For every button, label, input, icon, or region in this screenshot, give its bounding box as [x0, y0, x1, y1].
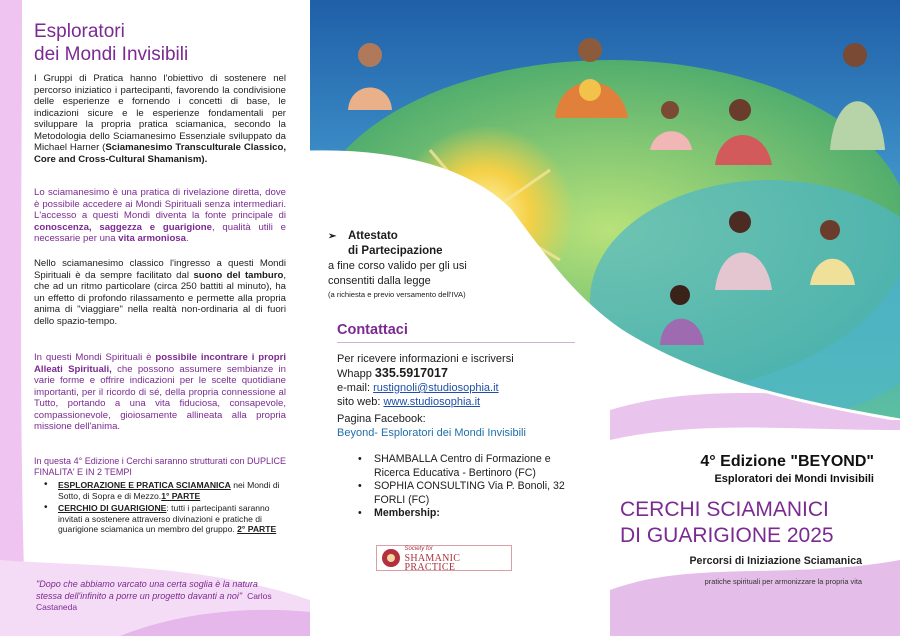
left-title-line2: dei Mondi Invisibili: [34, 44, 189, 65]
drum-b: , che ad un ritmo particolare (circa 250 battiti al minuto), ha un effetto di profondo rilassamento e permette alla propria anima di "viaggiare" nella realtà non-ordinaria al di fuori dello spazio-tempo.: [34, 269, 287, 327]
revelation-paragraph: [34, 187, 286, 245]
phone-number[interactable]: 335.5917017: [374, 366, 448, 380]
bullet-healing-title: CERCHIO DI GUARIGIONE: [58, 503, 167, 513]
shamanic-practice-logo: [376, 545, 512, 571]
website-link[interactable]: www.studiosophia.it: [383, 396, 481, 408]
main-title: [620, 497, 866, 549]
left-title: [34, 20, 188, 66]
membership-label: Membership:: [374, 507, 440, 519]
bullet-dot: •: [358, 480, 362, 492]
venues-list: [358, 453, 578, 521]
facebook-label: Pagina Facebook:: [337, 413, 426, 425]
bullet-healing-tag: 2° PARTE: [237, 524, 277, 534]
revelation-bold2: vita armoniosa: [118, 233, 186, 244]
contact-phone-line: [337, 366, 597, 381]
intro-end: ).: [201, 153, 208, 165]
allies-paragraph: [34, 352, 286, 433]
intro-paragraph: [34, 73, 286, 165]
list-item: [358, 480, 578, 507]
left-title-line1: Esploratori: [34, 21, 125, 42]
bullet-dot: •: [358, 507, 362, 519]
edition-block: [614, 452, 874, 486]
intro-text: I Gruppi di Pratica hanno l'obiettivo di sostenere nel percorso iniziatico i partecipanti, favorendo la condivisione delle esperienze e fornendo i concetti di base, le indicazioni sicure e le esperienze fondamentali per sviluppare la propria pratica sciamanica, secondo la Metodologia dello Sciamanesimo Essenziale sviluppato da Michael Harner (: [34, 73, 286, 153]
left-panel: [0, 0, 310, 636]
seal-icon: [382, 549, 400, 567]
quote-author: Carlos Castaneda: [36, 590, 272, 612]
certificate-subtitle: di Partecipazione: [348, 245, 443, 257]
edition-line1: 4° Edizione "BEYOND": [700, 453, 874, 470]
allies-a: In questi Mondi Spirituali è: [34, 352, 156, 363]
list-item: [358, 507, 578, 521]
certificate-note: (a richiesta e previo versamento dell'IVA): [328, 290, 466, 299]
drum-paragraph: [34, 258, 286, 327]
allies-bold: possibile incontrare i propri Alleati Spirituali,: [34, 352, 287, 375]
web-label: sito web:: [337, 396, 384, 408]
main-title-line1: CERCHI SCIAMANICI: [620, 498, 829, 521]
revelation-a: Lo sciamanesimo è una pratica di rivelazione diretta, dove è possibile accedere ai Mondi Spirituali senza intermediari. L'accesso a questi Mondi diventa la fonte principale di: [34, 187, 286, 221]
edition-line2: Esploratori dei Mondi Invisibili: [714, 473, 874, 485]
contact-title: Contattaci: [337, 322, 408, 338]
castaneda-quote: [36, 579, 286, 614]
bullet-exploration: [44, 479, 290, 501]
bullet-exploration-tag: 1° PARTE: [161, 490, 201, 501]
bullet-dot: •: [44, 502, 48, 513]
contact-intro: Per ricevere informazioni e iscriversi: [337, 353, 514, 365]
bullet-healing: [44, 502, 290, 535]
contact-web-line: [337, 395, 597, 409]
contact-block: [337, 352, 597, 440]
subtitle-percorsi: Percorsi di Iniziazione Sciamanica: [689, 555, 862, 567]
allies-b: che possono assumere sembianze in varie forme e offrire indicazioni per le scelte quotidiane importanti, per il ricordo di sé, della propria connessione al Tutto, portando a una vita fiduciosa, consapevole, compassionevole, gioiosamente allineata alla propria missione dell'anima.: [34, 363, 286, 432]
edition-structure-paragraph: In questa 4° Edizione i Cerchi saranno strutturati con DUPLICE FINALITA' E IN 2 TEMPI: [34, 456, 286, 477]
certificate-line1: a fine corso valido per gli usi: [328, 260, 467, 272]
venue-sophia: SOPHIA CONSULTING Via P. Bonoli, 32 FORLI (FC): [374, 480, 565, 506]
drum-a: Nello sciamanesimo classico l'ingresso a questi Mondi Spirituali è da sempre facilitato dal: [34, 258, 286, 281]
tagline-pratiche: pratiche spirituali per armonizzare la propria vita: [704, 577, 862, 586]
email-link[interactable]: rustignoli@studiosophia.it: [373, 382, 499, 394]
revelation-bold1: conoscenza, saggezza e guarigione: [34, 221, 212, 233]
drum-bold: suono del tamburo: [193, 269, 284, 281]
list-item: [358, 453, 578, 480]
main-title-line2: DI GUARIGIONE 2025: [620, 524, 834, 547]
certificate-line2: consentiti dalla legge: [328, 275, 431, 287]
contact-divider: [337, 342, 575, 343]
revelation-b: , qualità utili e necessarie per una: [34, 221, 286, 244]
bullet-healing-text: : tutti i partecipanti saranno invitati a sostenere attraverso divinazioni e pratiche di guarigione sciamanica un membro del gruppo.: [58, 503, 270, 534]
bullet-dot: •: [358, 453, 362, 465]
whapp-label: Whapp: [337, 368, 375, 380]
certificate-title: Attestato: [348, 230, 398, 242]
logo-line2: SHAMANIC PRACTICE: [404, 552, 461, 573]
contact-email-line: [337, 381, 597, 395]
revelation-c: .: [185, 233, 189, 244]
venue-shamballa: SHAMBALLA Centro di Formazione e Ricerca Educativa - Bertinoro (FC): [374, 453, 551, 479]
facebook-page-link[interactable]: Beyond- Esploratori dei Mondi Invisibili: [337, 427, 526, 439]
quote-text: "Dopo che abbiamo varcato una certa soglia è la natura stessa dell'infinito a porre un progetto davanti a noi": [36, 579, 258, 601]
certificate-block: [328, 229, 598, 300]
bullet-exploration-title: ESPLORAZIONE E PRATICA SCIAMANICA: [58, 480, 231, 490]
intro-bold: Sciamanesimo Transculturale Classico, Core and Cross-Cultural Shamanism: [34, 142, 286, 165]
arrow-bullet-icon: ➢: [328, 231, 337, 242]
bullet-dot: •: [44, 479, 48, 490]
bullet-exploration-text: nei Mondi di Sotto, di Sopra e di Mezzo.: [58, 480, 280, 501]
logo-text: [405, 545, 511, 572]
email-label: e-mail:: [337, 382, 374, 394]
logo-line1: Society for: [404, 545, 433, 552]
